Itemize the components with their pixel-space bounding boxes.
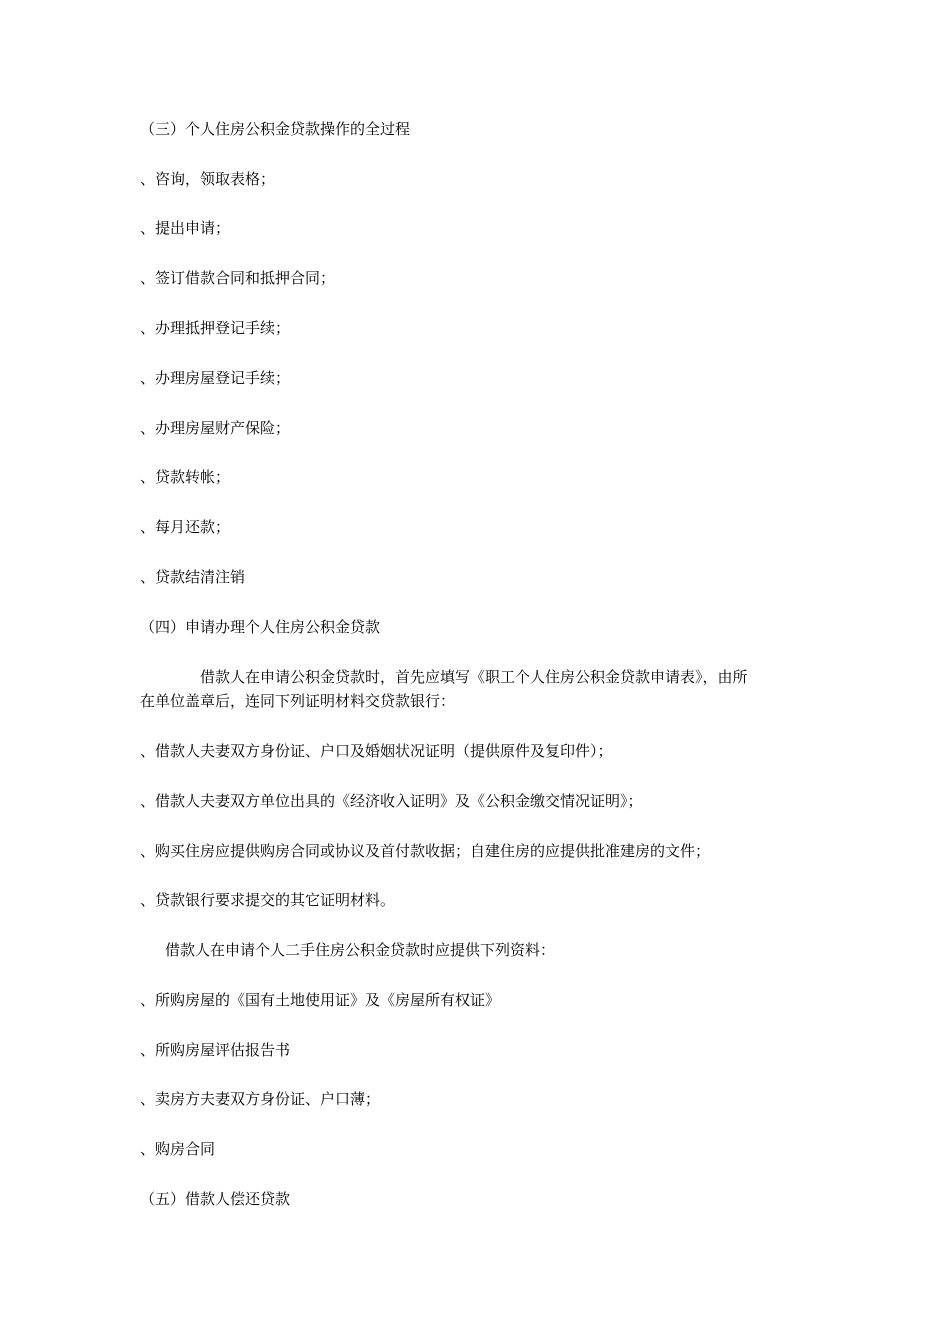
section-heading-3: （三）个人住房公积金贷款操作的全过程 bbox=[140, 120, 411, 138]
list-item: 、咨询，领取表格； bbox=[140, 170, 276, 188]
intro-paragraph-line-2: 在单位盖章后，连同下列证明材料交贷款银行： bbox=[140, 692, 456, 710]
list-item: 、购房合同 bbox=[140, 1140, 216, 1158]
list-item: 、每月还款； bbox=[140, 518, 231, 536]
list-item: 、贷款转帐； bbox=[140, 468, 231, 486]
list-item: 、贷款银行要求提交的其它证明材料。 bbox=[140, 891, 396, 909]
list-item: 、签订借款合同和抵押合同； bbox=[140, 269, 336, 287]
list-item: 、办理抵押登记手续； bbox=[140, 319, 291, 337]
intro-paragraph-line-1: 借款人在申请公积金贷款时，首先应填写《职工个人住房公积金贷款申请表》，由所 bbox=[200, 668, 748, 686]
list-item: 、购买住房应提供购房合同或协议及首付款收据；自建住房的应提供批准建房的文件； bbox=[140, 842, 711, 860]
list-item: 、卖房方夫妻双方身份证、户口薄； bbox=[140, 1090, 381, 1108]
list-item: 、办理房屋财产保险； bbox=[140, 419, 291, 437]
list-item: 、借款人夫妻双方单位出具的《经济收入证明》及《公积金缴交情况证明》； bbox=[140, 792, 643, 810]
list-item: 、办理房屋登记手续； bbox=[140, 369, 291, 387]
list-item: 、所购房屋评估报告书 bbox=[140, 1041, 291, 1059]
list-item: 、借款人夫妻双方身份证、户口及婚姻状况证明（提供原件及复印件）； bbox=[140, 742, 613, 760]
section-heading-5: （五）借款人偿还贷款 bbox=[140, 1190, 291, 1208]
list-item: 、贷款结清注销 bbox=[140, 568, 246, 586]
list-item: 、所购房屋的《国有土地使用证》及《房屋所有权证》 bbox=[140, 991, 501, 1009]
section-heading-4: （四）申请办理个人住房公积金贷款 bbox=[140, 618, 381, 636]
second-hand-intro: 借款人在申请个人二手住房公积金贷款时应提供下列资料： bbox=[165, 941, 556, 959]
list-item: 、提出申请； bbox=[140, 219, 231, 237]
